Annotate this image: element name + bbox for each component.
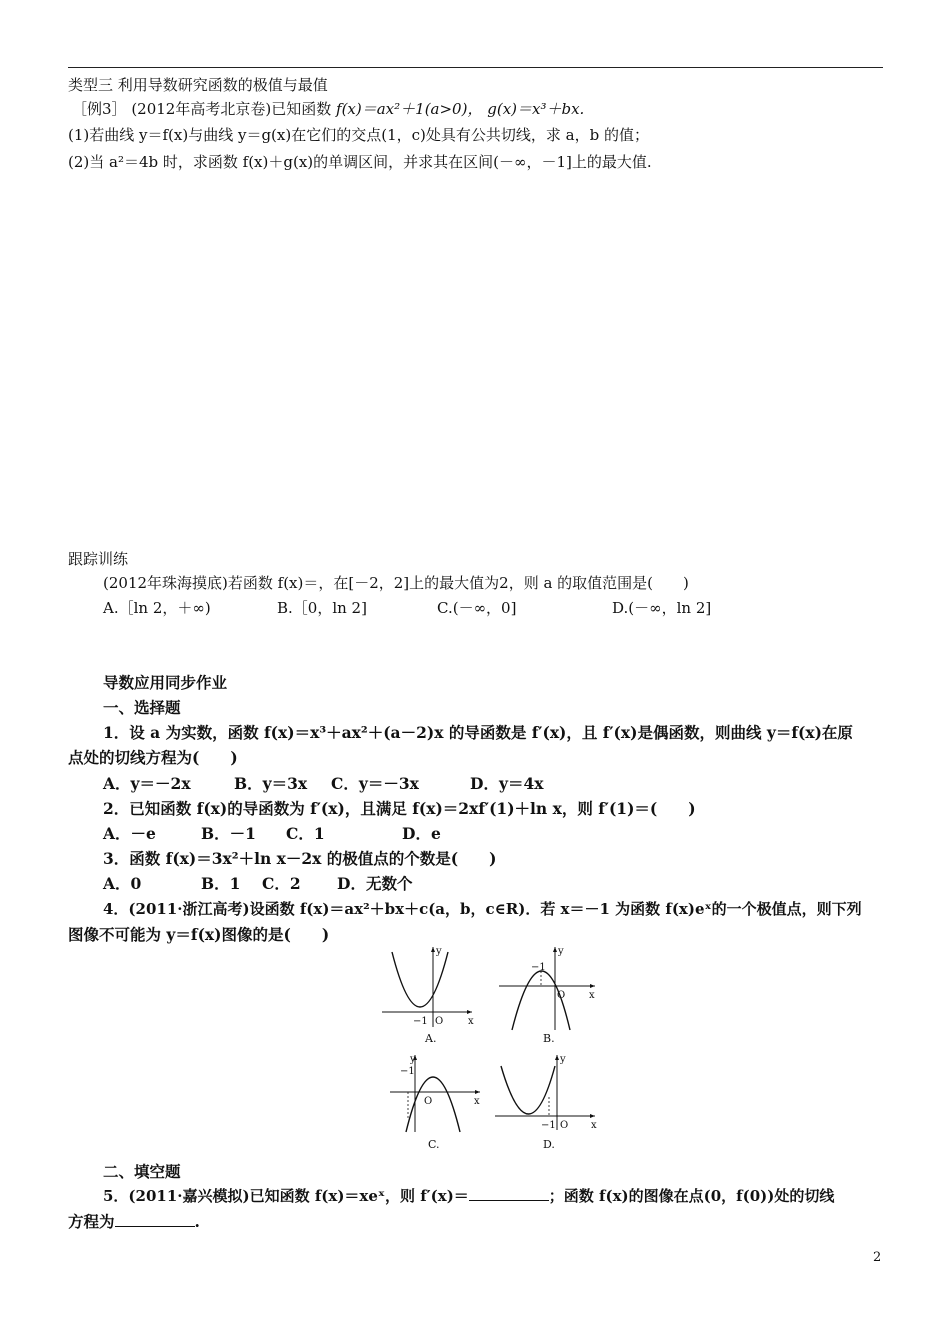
q1-option-a: A．y＝－2x — [103, 774, 191, 793]
graph-d-minus-one: −1 — [541, 1120, 556, 1131]
graph-a-curve — [392, 952, 448, 1007]
q3-text: 3．函数 f(x)＝3x²＋ln x－2x 的极值点的个数是( ) — [103, 849, 497, 868]
example-f-def: f(x)＝ax²＋1(a>0)， — [336, 100, 483, 118]
graph-d-origin: O — [560, 1120, 569, 1131]
graph-b-label: B. — [543, 1032, 555, 1045]
graph-d-y-label: y — [560, 1054, 566, 1065]
graph-d-x-label: x — [591, 1120, 597, 1131]
q5-blank-derivative[interactable] — [469, 1199, 549, 1201]
graph-c-x-label: x — [474, 1096, 480, 1107]
example-part1: (1)若曲线 y＝f(x)与曲线 y＝g(x)在它们的交点(1，c)处具有公共切线，求 a，b 的值； — [68, 126, 649, 144]
graph-d-label: D. — [543, 1138, 555, 1151]
section-fill: 二、填空题 — [103, 1162, 181, 1181]
graph-c-y-label: y — [410, 1054, 416, 1065]
q1-option-b: B．y＝3x — [234, 774, 308, 793]
q2-option-b: B．－1 — [201, 824, 256, 843]
graph-a — [380, 942, 480, 1032]
graph-d — [493, 1052, 603, 1134]
example-intro: 已知函数 — [271, 100, 332, 118]
example-g-def: g(x)＝x³＋bx. — [487, 100, 585, 118]
graph-a-y-label: y — [436, 946, 442, 957]
q5-text-a: 5．(2011·嘉兴模拟)已知函数 f(x)＝xeˣ，则 f′(x)＝ — [103, 1187, 469, 1205]
q4-line1: 4．(2011·浙江高考)设函数 f(x)＝ax²＋bx＋c(a，b，c∈R)．若 x＝－1 为函数 f(x)eˣ的一个极值点，则下列 — [103, 900, 862, 918]
q1-option-d: D．y＝4x — [470, 774, 544, 793]
q3-option-a: A．0 — [103, 874, 142, 893]
q5-text-d: . — [194, 1212, 200, 1231]
q5-text-c: 方程为 — [68, 1212, 115, 1231]
q2-option-c: C．1 — [286, 824, 325, 843]
graph-c-label: C. — [428, 1138, 440, 1151]
example-part2: (2)当 a²＝4b 时，求函数 f(x)＋g(x)的单调区间，并求其在区间(－∞，－1]上的最大值. — [68, 153, 652, 171]
graph-b — [497, 942, 602, 1032]
q5-blank-tangent[interactable] — [115, 1225, 195, 1227]
q1-option-c: C．y＝－3x — [331, 774, 419, 793]
graph-b-origin: O — [557, 990, 566, 1001]
tracking-option-c: C.(－∞，0] — [437, 599, 517, 617]
section-choice: 一、选择题 — [103, 698, 181, 717]
header-rule — [68, 67, 883, 68]
tracking-question: (2012年珠海摸底)若函数 f(x)＝，在[－2，2]上的最大值为2，则 a 的取值范围是( ) — [103, 574, 689, 592]
page-number: 2 — [873, 1250, 882, 1265]
graph-c — [388, 1052, 488, 1134]
graph-b-minus-one: −1 — [531, 962, 546, 973]
section-title: 类型三 利用导数研究函数的极值与最值 — [68, 76, 328, 94]
example-tag: ［例3］ — [72, 100, 127, 118]
q2-option-d: D．e — [402, 824, 441, 843]
q5-text-b: ；函数 f(x)的图像在点(0，f(0))处的切线 — [548, 1187, 835, 1205]
q5-line2 — [68, 1210, 200, 1232]
example-source: (2012年高考北京卷) — [131, 100, 272, 118]
graph-b-y-label: y — [558, 946, 564, 957]
graph-c-curve — [406, 1077, 460, 1132]
tracking-option-a: A.［ln 2，＋∞) — [103, 599, 211, 617]
q3-option-c: C．2 — [262, 874, 301, 893]
graph-d-curve — [501, 1066, 555, 1114]
graph-a-minus-one: −1 — [413, 1016, 428, 1027]
q3-option-d: D．无数个 — [337, 874, 413, 893]
q5-line1 — [103, 1185, 834, 1206]
example-line — [72, 98, 584, 119]
q2-text: 2．已知函数 f(x)的导函数为 f′(x)，且满足 f(x)＝2xf′(1)＋ln x，则 f′(1)＝( ) — [103, 799, 696, 818]
graph-a-label: A. — [425, 1032, 437, 1045]
graph-a-x-label: x — [468, 1016, 474, 1027]
homework-title: 导数应用同步作业 — [103, 673, 228, 692]
q1-line2: 点处的切线方程为( ) — [68, 748, 238, 767]
q1-line1: 1．设 a 为实数，函数 f(x)＝x³＋ax²＋(a－2)x 的导函数是 f′(x)，且 f′(x)是偶函数，则曲线 y＝f(x)在原 — [103, 723, 853, 742]
graph-c-origin: O — [424, 1096, 433, 1107]
tracking-option-d: D.(－∞，ln 2] — [612, 599, 712, 617]
q3-option-b: B．1 — [201, 874, 241, 893]
graph-a-origin: O — [435, 1016, 444, 1027]
q2-option-a: A．－e — [103, 824, 156, 843]
q4-line2: 图像不可能为 y＝f(x)图像的是( ) — [68, 925, 330, 944]
graph-c-minus-one: −1 — [400, 1066, 415, 1077]
tracking-option-b: B.［0，ln 2] — [277, 599, 367, 617]
graph-b-x-label: x — [589, 990, 595, 1001]
tracking-title: 跟踪训练 — [68, 550, 129, 568]
